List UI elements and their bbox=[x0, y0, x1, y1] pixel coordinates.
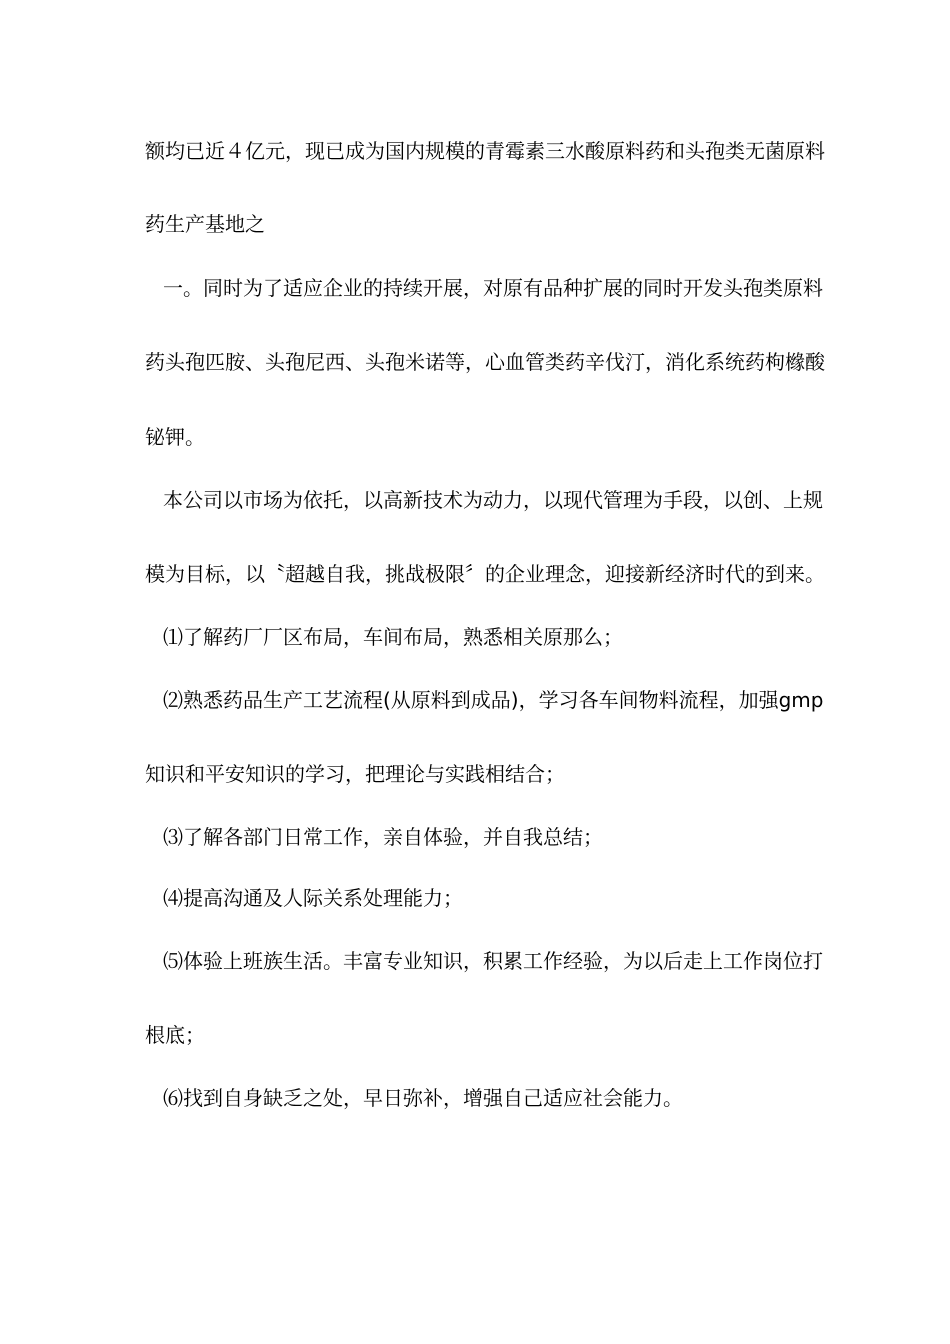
text-line: 模为目标，以〝超越自我，挑战极限〞的企业理念，迎接新经济时代的到来。 bbox=[145, 562, 825, 586]
text-line: 铋钾。 bbox=[145, 425, 205, 449]
list-item: ⑷提高沟通及人际关系处理能力； bbox=[163, 886, 463, 910]
text-line: 药生产基地之 bbox=[145, 212, 265, 236]
text-line: 额均已近４亿元，现已成为国内规模的青霉素三水酸原料药和头孢类无菌原料 bbox=[145, 139, 825, 163]
text-line: 一。同时为了适应企业的持续开展，对原有品种扩展的同时开发头孢类原料 bbox=[163, 276, 823, 300]
text-line: 药头孢匹胺、头孢尼西、头孢米诺等，心血管类药辛伐汀，消化系统药枸橼酸 bbox=[145, 350, 825, 374]
list-item: ⑶了解各部门日常工作，亲自体验，并自我总结； bbox=[163, 825, 603, 849]
list-item: ⑹找到自身缺乏之处，早日弥补，增强自己适应社会能力。 bbox=[163, 1086, 683, 1110]
list-item: ⑴了解药厂厂区布局，车间布局，熟悉相关原那么； bbox=[163, 625, 623, 649]
list-item: ⑵熟悉药品生产工艺流程(从原料到成品)，学习各车间物料流程，加强gmp bbox=[163, 688, 824, 712]
text-line: 知识和平安知识的学习，把理论与实践相结合； bbox=[145, 762, 565, 786]
text-line: 本公司以市场为依托，以高新技术为动力，以现代管理为手段，以创、上规 bbox=[163, 488, 823, 512]
list-item: ⑸体验上班族生活。丰富专业知识，积累工作经验，为以后走上工作岗位打 bbox=[163, 949, 823, 973]
text-line: 根底； bbox=[145, 1023, 205, 1047]
